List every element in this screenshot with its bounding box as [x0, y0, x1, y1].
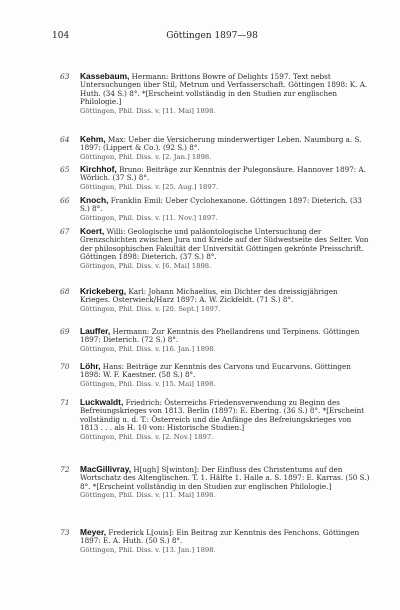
entry-text: Frederick L[ouis]: Ein Beitrag zur Kenntnis des Fenchons. Göttingen 1897: E. A. Huth. (50 S.) 8°. [80, 528, 360, 546]
entry-note: Göttingen, Phil. Diss. v. [6. Mai] 1898. [80, 261, 212, 270]
entry-number: 67 [60, 227, 70, 236]
entry-name: Meyer, [80, 527, 107, 537]
entry-number: 65 [60, 165, 70, 174]
running-title: Göttingen 1897—98 [166, 31, 258, 41]
entry-name: Kehm, [80, 134, 106, 144]
entry-name: Luckwaldt, [80, 397, 124, 407]
entry-number: 63 [60, 72, 70, 81]
entry-name: Kassebaum, [80, 71, 130, 81]
entry-note: Göttingen, Phil. Diss. v. [2. Nov.] 1897. [80, 432, 214, 441]
entry-63 [52, 72, 370, 115]
entry-note: Göttingen, Phil. Diss. v. [20. Sept.] 1897. [80, 304, 221, 313]
entry-text: Hans: Beiträge zur Kenntnis des Carvons und Eucarvons. Göttingen 1898: W. F. Kaestner. (58 S.) 8°. [80, 362, 351, 380]
entry-name: MacGillivray, [80, 464, 132, 474]
entry-note: Göttingen, Phil. Diss. v. [25. Aug.] 1897. [80, 182, 219, 191]
entry-number: 69 [60, 327, 70, 336]
entry-number: 64 [60, 135, 70, 144]
entry-name: Kirchhof, [80, 164, 117, 174]
entry-note: Göttingen, Phil. Diss. v. [11. Mai] 1898. [80, 106, 216, 115]
entry-note: Göttingen, Phil. Diss. v. [11. Mai] 1898. [80, 491, 216, 500]
entry-66 [52, 196, 370, 222]
entry-68 [52, 287, 370, 313]
entry-64 [52, 135, 370, 161]
entry-number: 66 [60, 196, 70, 205]
entry-name: Knoch, [80, 195, 109, 205]
entry-name: Krickeberg, [80, 286, 127, 296]
entry-note: Göttingen, Phil. Diss. v. [13. Jan.] 1898. [80, 545, 216, 554]
entry-number: 70 [60, 362, 70, 371]
entry-text: Bruno: Beiträge zur Kenntnis der Pulegonsäure. Hannover 1897: A. Wörlich. (37 S.) 8°. [80, 165, 366, 183]
entry-note: Göttingen, Phil. Diss. v. [2. Jan.] 1898. [80, 152, 212, 161]
page-number: 104 [52, 31, 70, 41]
entry-name: Löhr, [80, 361, 101, 371]
entry-70 [52, 362, 370, 388]
entry-number: 72 [60, 465, 70, 474]
entry-67 [52, 227, 370, 270]
entry-number: 71 [60, 398, 70, 407]
entry-note: Göttingen, Phil. Diss. v. [16. Jan.] 1898. [80, 344, 216, 353]
entry-text: Franklin Emil: Ueber Cyclohexanone. Göttingen 1897: Dieterich. (33 S.) 8°. [80, 196, 362, 214]
entry-name: Lauffer, [80, 326, 111, 336]
entry-text: Karl: Johann Michaelius, ein Dichter des dreissigjährigen Krieges. Osterwieck/Harz 1897: A. W. Zickfeldt. (71 S.) 8°. [80, 287, 338, 305]
entry-text: Max: Ueber die Versicherung minderwertiger Leben. Naumburg a. S. 1897: (Lippert & Co.). (92 S.) 8°. [80, 135, 362, 153]
entry-note: Göttingen, Phil. Diss. v. [11. Nov.] 1897. [80, 213, 218, 222]
entry-number: 73 [60, 528, 70, 537]
page-header [52, 31, 372, 45]
entry-65 [52, 165, 370, 191]
entry-69 [52, 327, 370, 353]
entry-note: Göttingen, Phil. Diss. v. [15. Mai] 1898. [80, 379, 216, 388]
entry-number: 68 [60, 287, 70, 296]
entry-text: Hermann: Brittons Bowre of Delights 1597. Text nebst Untersuchungen über Stil, Metrum und Verfasserschaft. Göttingen 1898: K. A. Huth. (34 S.) 8°. *[Erscheint vollständig in den Studien zur englischen Philologie.] [80, 72, 368, 107]
entry-name: Koert, [80, 226, 105, 236]
entry-72 [52, 465, 370, 500]
entry-71 [52, 398, 370, 441]
entry-text: H[ugh] S[winton]: Der Einfluss des Christentums auf den Wortschatz des Altenglischen. T. 1. Hälfte 1. Halle a. S. 1897: E. Karras. (50 S.) 8°. *[Erscheint vollständig in den Studien zur englischen Philologie.] [80, 465, 370, 491]
entry-text: Friedrich: Österreichs Friedensverwendung zu Beginn des Befreiungskrieges von 1813. Berlin (1897): E. Ebering. (36 S.) 8°. *[Erscheint vollständig u. d. T.: Österreich und die Anfänge des Befreiungskrieges von 1813 . . . als H. 10 von: Historische Studien.] [80, 398, 365, 433]
entry-73 [52, 528, 370, 554]
entry-text: Willi: Geologische und paläontologische Untersuchung der Grenzschichten zwischen Jura und Kreide auf der Südwestseite des Selter. Von der philosophischen Fakultät der Universität Göttingen gekrönte Preisschrift. Göttingen 1898: Dieterich. (37 S.) 8°. [80, 227, 369, 262]
entry-text: Hermann: Zur Kenntnis des Phellandrens und Terpinens. Göttingen 1897: Dieterich. (72 S.) 8°. [80, 327, 360, 345]
